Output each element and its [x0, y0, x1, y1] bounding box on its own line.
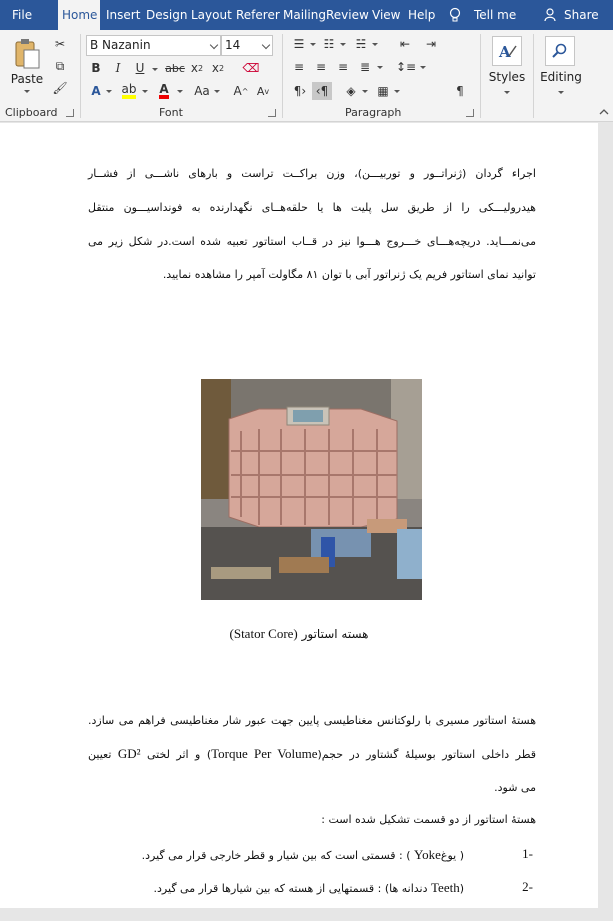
- borders-dropdown-icon[interactable]: [394, 90, 400, 93]
- tab-help[interactable]: Help: [408, 8, 436, 22]
- font-size-combo[interactable]: [221, 35, 273, 56]
- styles-icon[interactable]: [492, 36, 522, 66]
- superscript-icon[interactable]: x 2: [211, 61, 225, 75]
- chevron-down-icon: [262, 41, 270, 49]
- text-run: قطر داخلی استاتور بوسیلهٔ گشتاور در حجم(: [317, 748, 537, 761]
- tab-file[interactable]: File: [12, 8, 33, 22]
- person-icon: [544, 8, 558, 22]
- vertical-scrollbar[interactable]: [598, 123, 613, 921]
- multilevel-dropdown-icon[interactable]: [372, 43, 378, 46]
- tab-view[interactable]: View: [372, 8, 401, 22]
- change-case-icon[interactable]: Aa: [194, 84, 210, 98]
- underline-dropdown-icon[interactable]: [152, 68, 158, 71]
- text-run: (: [459, 882, 464, 895]
- shading-dropdown-icon[interactable]: [362, 90, 368, 93]
- italic-icon[interactable]: I: [115, 61, 121, 75]
- text-run: ( یوغ: [440, 849, 464, 862]
- bold-icon[interactable]: B: [91, 61, 101, 75]
- underline-icon[interactable]: U: [135, 61, 145, 75]
- group-divider: [533, 34, 534, 118]
- text-run-latin: Yoke: [414, 847, 441, 862]
- editing-dropdown-icon[interactable]: [558, 91, 564, 94]
- figure-caption: [0, 626, 598, 642]
- bullets-icon[interactable]: ☰: [293, 37, 305, 51]
- editing-button[interactable]: Editing: [540, 70, 582, 84]
- font-name-combo[interactable]: [86, 35, 221, 56]
- cut-icon[interactable]: ✂: [54, 37, 66, 51]
- paragraph-line: می‌نمـــاید. دریچه‌هـــای خـــروج هـــوا نیز در قــاب استاتور تعبیه شده است.در شکل زیر می: [88, 235, 536, 248]
- tab-layout[interactable]: Layout: [191, 8, 232, 22]
- subscript-icon[interactable]: x 2: [190, 61, 204, 75]
- svg-text:A: A: [499, 43, 511, 61]
- font-size-value: 14: [225, 38, 241, 52]
- caption-persian: هسته استاتور: [301, 627, 369, 641]
- caption-english: (Stator Core): [229, 626, 298, 641]
- justify-icon[interactable]: ≣: [359, 60, 371, 74]
- highlight-icon[interactable]: ab: [120, 82, 138, 100]
- shrink-font-icon[interactable]: A v: [256, 84, 270, 98]
- collapse-ribbon-icon[interactable]: [597, 106, 611, 118]
- line-spacing-dropdown-icon[interactable]: [420, 66, 426, 69]
- tab-review[interactable]: Review: [326, 8, 369, 22]
- font-color-icon[interactable]: A: [155, 82, 173, 100]
- tab-home[interactable]: Home: [58, 0, 100, 30]
- find-icon[interactable]: [545, 36, 575, 66]
- bullets-dropdown-icon[interactable]: [310, 43, 316, 46]
- show-formatting-icon[interactable]: ¶: [456, 84, 464, 98]
- rtl-direction-icon[interactable]: ‹¶: [312, 82, 332, 100]
- group-divider: [282, 34, 283, 118]
- text-run: ) : قسمتی است که بین شیار و قطر خارجی قرار می گیرد.: [141, 849, 411, 862]
- group-divider: [480, 34, 481, 118]
- font-launcher-icon[interactable]: [268, 109, 276, 117]
- align-center-icon[interactable]: ≡: [315, 60, 327, 74]
- ribbon-tab-bar: [0, 0, 613, 30]
- clipboard-group-label: Clipboard: [5, 106, 58, 119]
- clear-formatting-icon[interactable]: ⌫: [242, 61, 260, 75]
- paragraph-line: [88, 746, 536, 763]
- share-button[interactable]: [544, 0, 599, 30]
- borders-icon[interactable]: ▦: [377, 84, 389, 98]
- paragraph-line: اجراء گردان (ژنراتــور و توربیـــن)، وزن براکــت تراست و بارهای ناشـــی از فشــار: [88, 167, 536, 180]
- line-spacing-icon[interactable]: ↕≡: [395, 60, 417, 74]
- stator-frame-photo: [201, 379, 422, 600]
- styles-button[interactable]: Styles: [488, 70, 526, 84]
- share-label: Share: [564, 8, 599, 22]
- strikethrough-icon[interactable]: abc: [165, 61, 185, 75]
- tab-references[interactable]: Referer: [236, 8, 280, 22]
- paste-icon[interactable]: [12, 36, 42, 72]
- font-color-dropdown-icon[interactable]: [177, 90, 183, 93]
- font-name-value: B Nazanin: [90, 38, 151, 52]
- format-painter-icon[interactable]: 🖌: [52, 81, 68, 95]
- paragraph-launcher-icon[interactable]: [466, 109, 474, 117]
- tab-mailings[interactable]: Mailing: [283, 8, 326, 22]
- text-run: ) و اثر لختی: [147, 748, 212, 761]
- paragraph-line: توانید نمای استاتور فریم یک ژنراتور آبی با توان ۸۱ مگاولت آمپر را مشاهده نمایید.: [162, 268, 536, 281]
- text-run: تعیین: [88, 748, 112, 761]
- increase-indent-icon[interactable]: ⇥: [425, 37, 437, 51]
- tab-insert[interactable]: Insert: [106, 8, 141, 22]
- tell-me-box[interactable]: [448, 0, 516, 30]
- tab-design[interactable]: Design: [146, 8, 188, 22]
- text-run-latin: Torque Per Volume: [211, 746, 318, 761]
- paragraph-line: هستهٔ استاتور از دو قسمت تشکیل شده است :: [321, 813, 536, 826]
- paragraph-group-label: Paragraph: [345, 106, 402, 119]
- group-divider: [80, 34, 81, 118]
- multilevel-list-icon[interactable]: ☵: [355, 37, 367, 51]
- align-left-icon[interactable]: ≡: [293, 60, 305, 74]
- list-number: 1-: [522, 846, 533, 861]
- numbering-icon[interactable]: ☷: [323, 37, 335, 51]
- clipboard-launcher-icon[interactable]: [66, 109, 74, 117]
- ltr-direction-icon[interactable]: ¶›: [293, 84, 307, 98]
- chevron-down-icon: [210, 41, 218, 49]
- list-item: [92, 847, 464, 864]
- justify-dropdown-icon[interactable]: [377, 66, 383, 69]
- paste-button[interactable]: Paste: [10, 72, 44, 86]
- change-case-dropdown-icon[interactable]: [214, 90, 220, 93]
- list-item: [92, 880, 464, 897]
- list-number: 2-: [522, 879, 533, 894]
- font-group-label: Font: [159, 106, 183, 119]
- tell-me-label: Tell me: [474, 8, 517, 22]
- text-run-latin: GD²: [117, 746, 141, 761]
- numbering-dropdown-icon[interactable]: [340, 43, 346, 46]
- text-run-latin: Teeth: [431, 880, 460, 895]
- align-right-icon[interactable]: ≡: [337, 60, 349, 74]
- paragraph-line: هیدرولیـــکی را از طریق سل پلیت ها یا حلقه‌هــای نگهدارنده به فونداسیـــون منتقل: [88, 201, 536, 214]
- decrease-indent-icon[interactable]: ⇤: [399, 37, 411, 51]
- text-effects-icon[interactable]: A: [91, 84, 101, 98]
- highlight-dropdown-icon[interactable]: [142, 90, 148, 93]
- paragraph-line: می شود.: [494, 781, 536, 794]
- paste-dropdown-icon[interactable]: [24, 90, 30, 93]
- ribbon-home: [0, 30, 613, 122]
- styles-dropdown-icon[interactable]: [504, 91, 510, 94]
- grow-font-icon[interactable]: A ^: [233, 84, 249, 98]
- copy-icon[interactable]: ⧉: [55, 58, 65, 73]
- paragraph-line: هستهٔ استاتور مسیری با رلوکتانس مغناطیسی پایین جهت عبور شار مغناطیسی فراهم می سازد.: [88, 714, 536, 727]
- shading-icon[interactable]: ◈: [346, 84, 356, 98]
- text-run: دندانه ها) : قسمتهایی از هسته که بین شیارها قرار می گیرد.: [153, 882, 428, 895]
- text-effects-dropdown-icon[interactable]: [106, 90, 112, 93]
- lightbulb-icon: [448, 7, 462, 23]
